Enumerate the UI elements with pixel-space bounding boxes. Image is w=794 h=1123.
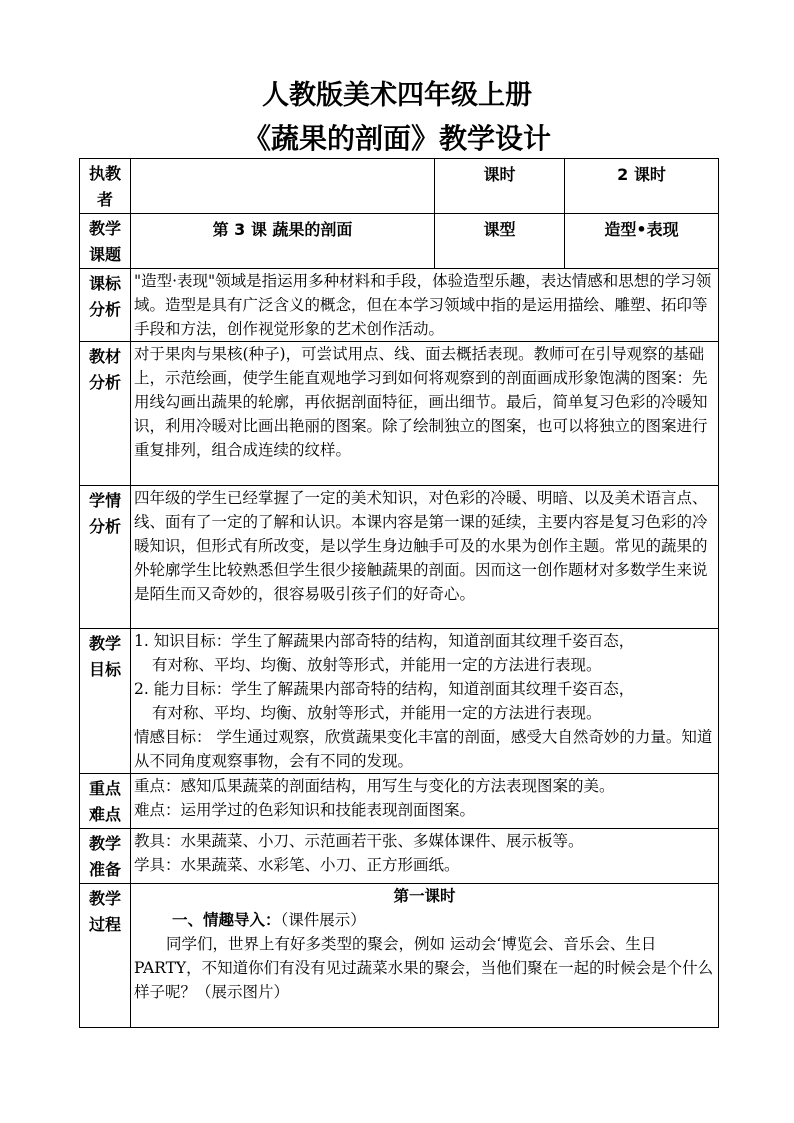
row-goals bbox=[80, 629, 719, 774]
row-standard bbox=[80, 269, 719, 342]
row-teacher bbox=[80, 159, 719, 214]
key-cell bbox=[131, 774, 719, 829]
student-tools: 学具：水果蔬菜、水彩笔、小刀、正方形画纸。 bbox=[134, 856, 460, 874]
process-section-title: 一、情趣导入： bbox=[172, 910, 281, 929]
label-material: 教材分析 bbox=[80, 342, 131, 486]
label-process: 教学过程 bbox=[80, 884, 131, 1028]
label-topic: 教学课题 bbox=[80, 214, 131, 269]
row-topic bbox=[80, 214, 719, 269]
lesson-plan-table bbox=[79, 158, 719, 1028]
row-process bbox=[80, 884, 719, 1028]
prep-cell bbox=[131, 829, 719, 884]
label-prep: 教学准备 bbox=[80, 829, 131, 884]
document-subtitle: 《蔬果的剖面》教学设计 bbox=[242, 122, 551, 155]
goal-item-2-cont: 有对称、平均、均衡、放射等形式，并能用一定的方法进行表现。 bbox=[152, 704, 602, 722]
label-key: 重点难点 bbox=[80, 774, 131, 829]
process-cell bbox=[131, 884, 719, 1028]
process-text: 同学们，世界上有好多类型的聚会，例如 运动会‘博览会、音乐会、生日 PARTY，不知道你们有没有见过蔬菜水果的聚会，当他们聚在一起的时候会是个什么样子呢？（展示图片） bbox=[134, 935, 714, 1001]
row-key bbox=[80, 774, 719, 829]
label-teacher: 执教者 bbox=[80, 159, 131, 214]
text-learner: 四年级的学生已经掌握了一定的美术知识，对色彩的冷暖、明暗、以及美术语言点、线、面有了一定的了解和认识。本课内容是第一课的延续，主要内容是复习色彩的冷暖知识，但形式有所改变，是以学生身边触手可及的水果为创作主题。常见的蔬果的外轮廓学生比较熟悉但学生很少接触蔬果的剖面。因而这一创作题材对多数学生来说是陌生而又奇妙的，很容易吸引孩子们的好奇心。 bbox=[131, 486, 719, 629]
value-hours: 2 课时 bbox=[565, 159, 719, 214]
key-point: 重点：感知瓜果蔬菜的剖面结构，用写生与变化的方法表现图案的美。 bbox=[134, 777, 615, 795]
process-heading: 第一课时 bbox=[393, 886, 456, 905]
row-prep bbox=[80, 829, 719, 884]
goal-emotion: 情感目标： 学生通过观察，欣赏蔬果变化丰富的剖面，感受大自然奇妙的力量。知道从不同角度观察事物，会有不同的发现。 bbox=[134, 728, 713, 770]
value-topic: 第 3 课 蔬果的剖面 bbox=[131, 214, 435, 269]
goals-cell bbox=[131, 629, 719, 774]
value-teacher bbox=[131, 159, 435, 214]
value-type: 造型•表现 bbox=[565, 214, 719, 269]
text-material: 对于果肉与果核(种子)，可尝试用点、线、面去概括表现。教师可在引导观察的基础上，示范绘画，使学生能直观地学习到如何将观察到的剖面画成形象饱满的图案：先用线勾画出蔬果的轮廓，再依据剖面特征，画出细节。最后，简单复习色彩的冷暖知识，利用冷暖对比画出艳丽的图案。除了绘制独立的图案，也可以将独立的图案进行重复排列，组合成连续的纹样。 bbox=[131, 342, 719, 486]
label-hours: 课时 bbox=[435, 159, 565, 214]
label-standard: 课标分析 bbox=[80, 269, 131, 342]
goal-item-2: 2. 能力目标：学生了解蔬果内部奇特的结构，知道剖面其纹理千姿百态， bbox=[134, 680, 635, 698]
label-learner: 学情分析 bbox=[80, 486, 131, 629]
teacher-tools: 教具：水果蔬菜、小刀、示范画若干张、多媒体课件、展示板等。 bbox=[134, 832, 584, 850]
document-title: 人教版美术四年级上册 bbox=[262, 80, 532, 111]
goal-item-1: 1. 知识目标：学生了解蔬果内部奇特的结构，知道剖面其纹理千姿百态， bbox=[134, 632, 635, 650]
label-type: 课型 bbox=[435, 214, 565, 269]
process-section-note: （课件展示） bbox=[280, 911, 366, 929]
label-goals: 教学目标 bbox=[80, 629, 131, 774]
goal-item-1-cont: 有对称、平均、均衡、放射等形式，并能用一定的方法进行表现。 bbox=[152, 656, 602, 674]
row-material bbox=[80, 342, 719, 486]
difficult-point: 难点：运用学过的色彩知识和技能表现剖面图案。 bbox=[134, 801, 476, 819]
row-learner bbox=[80, 486, 719, 629]
text-standard: "造型·表现"领域是指运用多种材料和手段，体验造型乐趣，表达情感和思想的学习领域。造型是具有广泛含义的概念，但在本学习领域中指的是运用描绘、雕塑、拓印等手段和方法，创作视觉形象的艺术创作活动。 bbox=[131, 269, 719, 342]
